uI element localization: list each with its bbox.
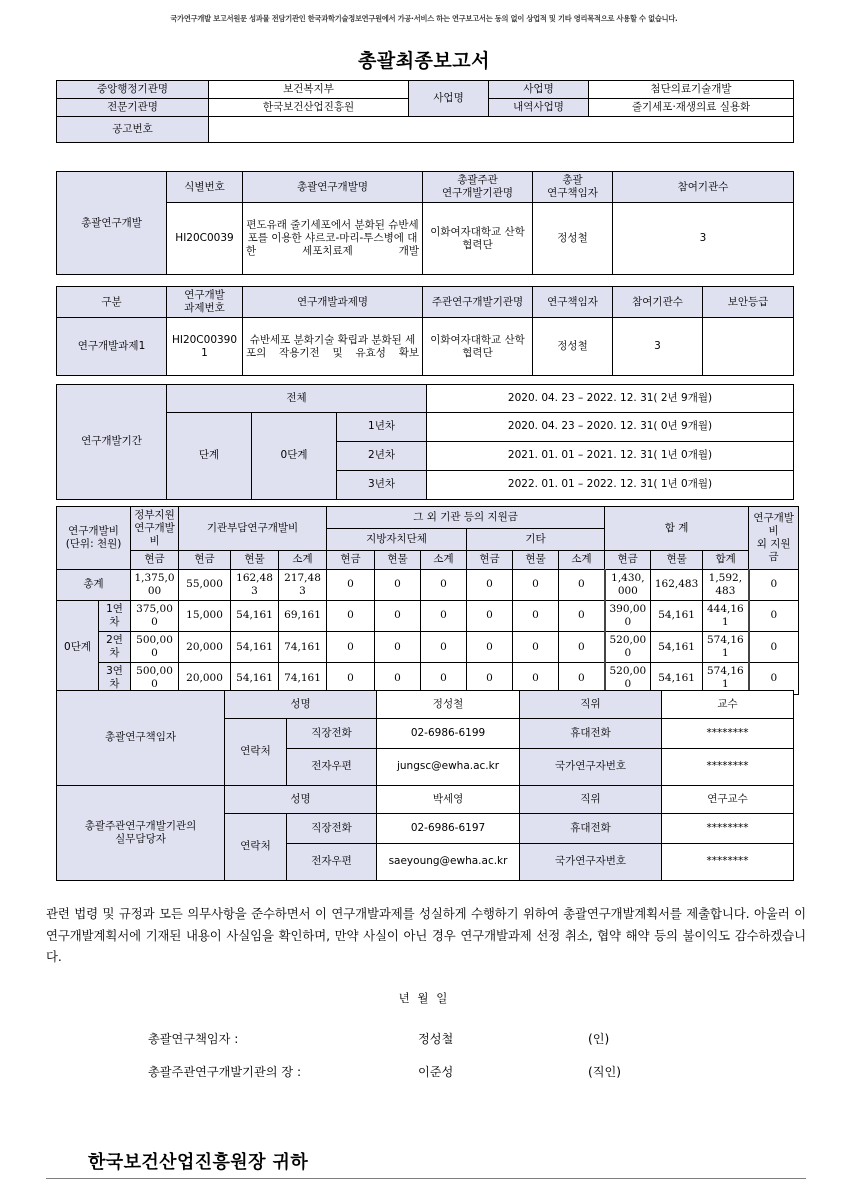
budget-row2-inst-sub: 74,161 [279, 632, 327, 663]
central-agency-label: 중앙행정기관명 [57, 81, 209, 99]
budget-outside-line1: 연구개발비 [753, 511, 794, 537]
budget-row0-tot-cash: 1,430,000 [605, 569, 651, 600]
budget-row3-tot-sum: 574,161 [703, 663, 749, 694]
budget-sub-etc-cash: 현금 [467, 551, 513, 569]
budget-row1-tot-cash: 390,000 [605, 600, 651, 631]
copyright-notice: 국가연구개발 보고서원문 성과물 전담기관인 한국과학기술정보연구원에서 가공·서비스 하는 연구보고서는 동의 없이 상업적 및 기타 영리목적으로 사용할 수 없습니다. [170, 14, 678, 23]
pi-row-label: 총괄연구책임자 [57, 691, 225, 786]
budget-row1-local-sub: 0 [421, 600, 467, 631]
budget-row2-tot-sum: 574,161 [703, 632, 749, 663]
task-org-value: 이화여자대학교 산학협력단 [423, 318, 533, 376]
announcement-no-label: 공고번호 [57, 117, 209, 143]
table-row [57, 318, 794, 376]
task-row-label: 연구개발과제1 [57, 318, 167, 376]
budget-gov-header [131, 507, 179, 551]
task-security-header: 보안등급 [703, 287, 794, 318]
budget-row1-outside: 0 [749, 600, 799, 631]
period-stage-name: 0단계 [252, 413, 337, 500]
staff-contact-label: 연락처 [225, 814, 287, 881]
pi-researcher-no-label: 국가연구자번호 [520, 749, 662, 786]
pi-name-value: 정성철 [377, 691, 520, 719]
budget-row3-local-inkind: 0 [375, 663, 421, 694]
budget-row0-label: 총계 [57, 569, 131, 600]
budget-row1-label: 1연차 [99, 600, 131, 631]
signature-block [148, 1030, 708, 1096]
staff-name-value: 박세영 [377, 786, 520, 814]
table-row [57, 203, 794, 275]
budget-row0-local-sub: 0 [421, 569, 467, 600]
budget-sub-etc-subtotal: 소계 [559, 551, 605, 569]
staff-email-label: 전자우편 [287, 844, 377, 881]
budget-row2-tot-inkind: 54,161 [651, 632, 703, 663]
expert-agency-value: 한국보건산업진흥원 [209, 99, 409, 117]
period-year3-label: 3년차 [337, 471, 427, 500]
bottom-divider [46, 1178, 806, 1179]
budget-row2-inst-cash: 20,000 [179, 632, 231, 663]
signature-row-head [148, 1063, 708, 1080]
budget-row0-inst-sub: 217,483 [279, 569, 327, 600]
table-row [57, 385, 794, 413]
staff-name-label: 성명 [225, 786, 377, 814]
budget-sub-inst-cash: 현금 [179, 551, 231, 569]
task-name-header: 연구개발과제명 [243, 287, 423, 318]
budget-corner-line1: 연구개발비 [68, 524, 119, 537]
table-row [57, 551, 844, 569]
table-row [57, 117, 794, 143]
staff-mobile-value: ******** [662, 814, 794, 844]
staff-researcher-no-label: 국가연구자번호 [520, 844, 662, 881]
budget-row2-outside: 0 [749, 632, 799, 663]
subprogram-label: 내역사업명 [489, 99, 589, 117]
budget-row3-inst-cash: 20,000 [179, 663, 231, 694]
overall-name-header: 총괄연구개발명 [243, 172, 423, 203]
period-year3-value: 2022. 01. 01 – 2022. 12. 31( 1년 0개월) [427, 471, 794, 500]
signature-row-pi [148, 1030, 708, 1047]
task-security-value [703, 318, 794, 376]
budget-sub-local-inkind: 현물 [375, 551, 421, 569]
agency-program-table [56, 80, 794, 143]
table-row [57, 172, 794, 203]
budget-localgov-header: 지방자치단체 [327, 529, 467, 551]
staff-email-value: saeyoung@ewha.ac.kr [377, 844, 520, 881]
period-total-label: 전체 [167, 385, 427, 413]
task-orgcount-value: 3 [613, 318, 703, 376]
overall-org-header-line1: 총괄주관 [457, 174, 498, 186]
budget-sub-total-cash: 현금 [605, 551, 651, 569]
budget-row3-outside: 0 [749, 663, 799, 694]
budget-gov-line1: 정부지원 [134, 509, 175, 521]
overall-rnd-table [56, 171, 794, 275]
budget-row3-tot-cash: 520,000 [605, 663, 651, 694]
budget-corner-label [57, 507, 131, 570]
staff-row-label-line1: 총괄주관연구개발기관의 [84, 819, 197, 832]
budget-row1-tot-inkind: 54,161 [651, 600, 703, 631]
budget-sub-inst-subtotal: 소계 [279, 551, 327, 569]
budget-row0-etc-sub: 0 [559, 569, 605, 600]
budget-row3-gov-cash: 500,000 [131, 663, 179, 694]
period-row-label: 연구개발기간 [57, 385, 167, 500]
budget-total-group-header: 합 계 [605, 507, 749, 551]
budget-row1-etc-sub: 0 [559, 600, 605, 631]
budget-etc-header: 기타 [467, 529, 605, 551]
period-year1-label: 1년차 [337, 413, 427, 442]
pi-mobile-label: 휴대전화 [520, 719, 662, 749]
budget-row2-etc-sub: 0 [559, 632, 605, 663]
period-table [56, 384, 794, 500]
table-row [57, 81, 794, 99]
budget-row2-etc-inkind: 0 [513, 632, 559, 663]
overall-orgcount-header: 참여기관수 [613, 172, 794, 203]
budget-row3-label: 3연차 [99, 663, 131, 694]
budget-gov-line2: 연구개발비 [134, 522, 175, 548]
program-label: 사업명 [489, 81, 589, 99]
table-row [57, 600, 844, 631]
budget-row3-inst-sub: 74,161 [279, 663, 327, 694]
budget-sub-etc-inkind: 현물 [513, 551, 559, 569]
budget-row2-local-cash: 0 [327, 632, 375, 663]
table-row [57, 413, 794, 442]
budget-row0-local-cash: 0 [327, 569, 375, 600]
staff-position-label: 직위 [520, 786, 662, 814]
overall-org-header-line2: 연구개발기관명 [441, 187, 513, 200]
pi-office-phone-label: 직장전화 [287, 719, 377, 749]
period-total-value: 2020. 04. 23 – 2022. 12. 31( 2년 9개월) [427, 385, 794, 413]
budget-row3-local-sub: 0 [421, 663, 467, 694]
budget-row3-inst-inkind: 54,161 [231, 663, 279, 694]
task-no-value: HI20C003901 [167, 318, 243, 376]
budget-row3-etc-cash: 0 [467, 663, 513, 694]
budget-other-group-header: 그 외 기관 등의 지원금 [327, 507, 605, 529]
overall-name-value: 편도유래 줄기세포에서 분화된 슈반세포를 이용한 샤르코-마리-투스병에 대한 세포치료제 개발 [243, 203, 423, 275]
overall-pi-value: 정성철 [533, 203, 613, 275]
budget-row3-tot-inkind: 54,161 [651, 663, 703, 694]
budget-row3-etc-inkind: 0 [513, 663, 559, 694]
budget-sub-local-cash: 현금 [327, 551, 375, 569]
budget-row0-etc-inkind: 0 [513, 569, 559, 600]
pi-researcher-no-value: ******** [662, 749, 794, 786]
budget-row3-local-cash: 0 [327, 663, 375, 694]
pi-mobile-value: ******** [662, 719, 794, 749]
task-no-header-line1: 연구개발 [184, 289, 225, 301]
overall-pi-header-line1: 총괄 [562, 174, 583, 186]
budget-row1-tot-sum: 444,161 [703, 600, 749, 631]
task-division-header: 구분 [57, 287, 167, 318]
budget-row2-tot-cash: 520,000 [605, 632, 651, 663]
overall-orgcount-value: 3 [613, 203, 794, 275]
budget-row3-etc-sub: 0 [559, 663, 605, 694]
date-placeholder: 년 월 일 [398, 991, 450, 1005]
pi-name-label: 성명 [225, 691, 377, 719]
table-row [57, 507, 844, 529]
pi-email-value: jungsc@ewha.ac.kr [377, 749, 520, 786]
budget-row0-etc-cash: 0 [467, 569, 513, 600]
task-name-value: 슈반세포 분화기술 확립과 분화된 세포의 작용기전 및 유효성 확보 [243, 318, 423, 376]
overall-org-value: 이화여자대학교 산학협력단 [423, 203, 533, 275]
task-orgcount-header: 참여기관수 [613, 287, 703, 318]
budget-sub-local-subtotal: 소계 [421, 551, 467, 569]
budget-row0-inst-inkind: 162,483 [231, 569, 279, 600]
staff-office-phone-value: 02-6986-6197 [377, 814, 520, 844]
staff-mobile-label: 휴대전화 [520, 814, 662, 844]
pi-position-value: 교수 [662, 691, 794, 719]
signature-pi-name: 정성철 [418, 1032, 454, 1046]
table-row [57, 569, 844, 600]
table-row [57, 287, 794, 318]
budget-row0-gov-cash: 1,375,000 [131, 569, 179, 600]
budget-row2-local-sub: 0 [421, 632, 467, 663]
budget-stage-label: 0단계 [57, 600, 99, 694]
period-stage-label: 단계 [167, 413, 252, 500]
overall-id-value: HI20C0039 [167, 203, 243, 275]
period-year2-label: 2년차 [337, 442, 427, 471]
contact-table [56, 690, 794, 881]
budget-outside-header [749, 507, 799, 570]
program-group-label: 사업명 [409, 81, 489, 117]
budget-row1-local-cash: 0 [327, 600, 375, 631]
table-row [57, 786, 794, 814]
budget-row0-outside: 0 [749, 569, 799, 600]
subprogram-value: 줄기세포·재생의료 실용화 [589, 99, 794, 117]
budget-row1-inst-sub: 69,161 [279, 600, 327, 631]
staff-row-label [57, 786, 225, 881]
period-year1-value: 2020. 04. 23 – 2020. 12. 31( 0년 9개월) [427, 413, 794, 442]
task-no-header [167, 287, 243, 318]
budget-row0-tot-sum: 1,592,483 [703, 569, 749, 600]
expert-agency-label: 전문기관명 [57, 99, 209, 117]
budget-row1-inst-inkind: 54,161 [231, 600, 279, 631]
budget-row1-local-inkind: 0 [375, 600, 421, 631]
program-value: 첨단의료기술개발 [589, 81, 794, 99]
recipient-line: 한국보건산업진흥원장 귀하 [88, 1152, 309, 1173]
signature-head-seal: (직인) [588, 1065, 622, 1079]
budget-sub-total-inkind: 현물 [651, 551, 703, 569]
central-agency-value: 보건복지부 [209, 81, 409, 99]
budget-inst-group-header: 기관부담연구개발비 [179, 507, 327, 551]
pi-contact-label: 연락처 [225, 719, 287, 786]
pledge-paragraph: 관련 법령 및 규정과 모든 의무사항을 준수하면서 이 연구개발과제를 성실하게 수행하기 위하여 총괄연구개발계획서를 제출합니다. 아울러 이 연구개발계획서에 기재된 내용이 사실임을 확인하며, 만약 사실이 아닌 경우 연구개발과제 선정 취소, 협약 해약 등의 불이익도 감수하겠습니다. [46, 906, 806, 965]
signature-pi-seal: (인) [588, 1032, 610, 1046]
task-pi-value: 정성철 [533, 318, 613, 376]
signature-pi-label: 총괄연구책임자 : [148, 1032, 239, 1046]
overall-pi-header [533, 172, 613, 203]
budget-row0-tot-inkind: 162,483 [651, 569, 703, 600]
staff-office-phone-label: 직장전화 [287, 814, 377, 844]
overall-org-header [423, 172, 533, 203]
signature-head-label: 총괄주관연구개발기관의 장 : [148, 1065, 302, 1079]
budget-table [56, 506, 844, 695]
overall-id-header: 식별번호 [167, 172, 243, 203]
staff-row-label-line2: 실무담당자 [115, 833, 166, 845]
task-org-header: 주관연구개발기관명 [423, 287, 533, 318]
task-pi-header: 연구책임자 [533, 287, 613, 318]
budget-sub-gov-cash: 현금 [131, 551, 179, 569]
signature-head-name: 이준성 [418, 1065, 454, 1079]
page-title: 총괄최종보고서 [358, 50, 490, 72]
pi-email-label: 전자우편 [287, 749, 377, 786]
budget-row0-inst-cash: 55,000 [179, 569, 231, 600]
staff-position-value: 연구교수 [662, 786, 794, 814]
pi-office-phone-value: 02-6986-6199 [377, 719, 520, 749]
task-no-header-line2: 과제번호 [184, 302, 225, 315]
budget-row1-gov-cash: 375,000 [131, 600, 179, 631]
budget-row1-inst-cash: 15,000 [179, 600, 231, 631]
overall-pi-header-line2: 연구책임자 [547, 187, 598, 200]
budget-row1-etc-cash: 0 [467, 600, 513, 631]
budget-row0-local-inkind: 0 [375, 569, 421, 600]
staff-researcher-no-value: ******** [662, 844, 794, 881]
period-year2-value: 2021. 01. 01 – 2021. 12. 31( 1년 0개월) [427, 442, 794, 471]
budget-row2-gov-cash: 500,000 [131, 632, 179, 663]
budget-row2-inst-inkind: 54,161 [231, 632, 279, 663]
task-table [56, 286, 794, 376]
announcement-no-value [209, 117, 794, 143]
budget-sub-total-sum: 합계 [703, 551, 749, 569]
budget-outside-line2: 외 지원금 [756, 537, 791, 563]
table-row [57, 691, 794, 719]
budget-row2-etc-cash: 0 [467, 632, 513, 663]
pi-position-label: 직위 [520, 691, 662, 719]
table-row [57, 632, 844, 663]
budget-sub-inst-inkind: 현물 [231, 551, 279, 569]
budget-row2-label: 2연차 [99, 632, 131, 663]
overall-row-label: 총괄연구개발 [57, 172, 167, 275]
budget-corner-line2: (단위: 천원) [65, 537, 122, 550]
budget-row1-etc-inkind: 0 [513, 600, 559, 631]
budget-row2-local-inkind: 0 [375, 632, 421, 663]
